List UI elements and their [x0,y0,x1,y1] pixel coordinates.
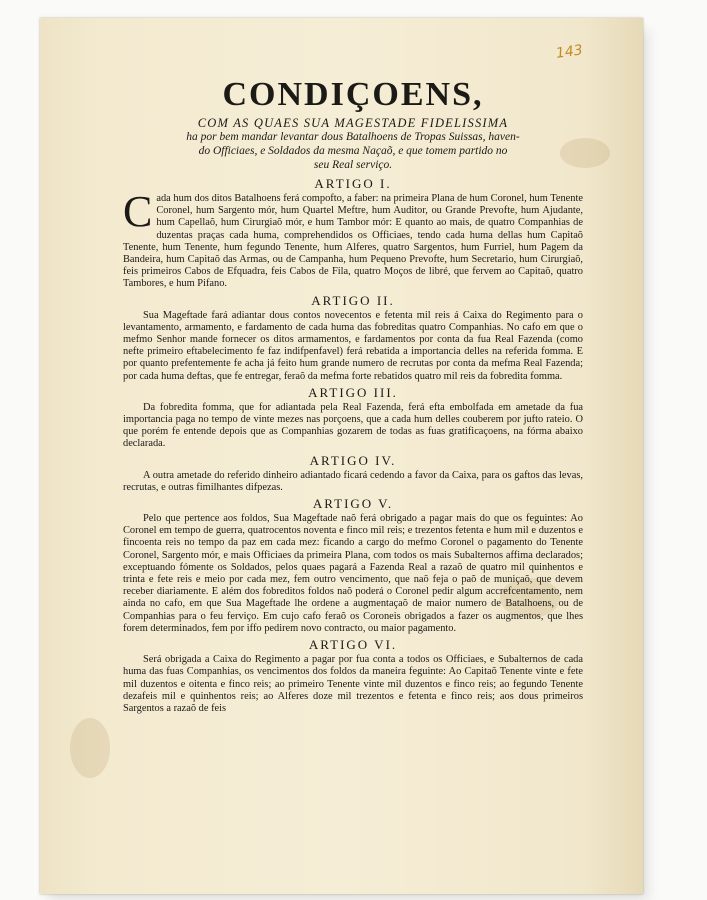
article-heading: ARTIGO II. [311,292,395,308]
article-heading: ARTIGO I. [314,176,392,191]
article-heading: ARTIGO III. [308,384,398,400]
stain [70,718,110,778]
article-heading: ARTIGO IV. [309,452,397,468]
subtitle-line: ha por bem mandar levantar dous Batalhoens de Tropas Suissas, haven- [186,131,520,143]
page-title: CONDIÇOENS, [222,76,484,113]
article-text: A outra ametade do referido dinheiro adiantado ficará cedendo a favor da Caixa, para os gaftos das levas, recrutas, e outras fimilhantes difpezas. [123,469,583,493]
article-text: Pelo que pertence aos foldos, Sua Mageftade naõ ferá obrigado a pagar mais do que os feguintes: Ao Coronel em tempo de guerra, quatrocentos noventa e finco mil reis; e trezentos fetenta e hum mil e duzentos e fincoenta reis no tempo da paz em cada mez: ficando a cargo do mefmo Coronel o pagamento do Tenente Coronel, Sargento mór, e mais Officiaes da primeira Plana, com todos os mais Subalternos affima declarados; exceptuando fómente os Soldados, pelos quaes pagará a Fazenda Real a razaõ de quatro mil quinhentos e trinta e fete reis e meio por cada mez, fem outro vencimento, que naõ feja o paõ de muniçaõ, que devem receber diariamente. E além dos fobreditos foldos naõ poderá o Coronel pedir algum accrefcentamento, nem ainda no cafo, em que Sua Mageftade lhe ordene a augmentaçaõ de maior numero de Batalhoens, ou de Companhias para o feu ferviço. Em cujo cafo feraõ os Coroneis obrigados a fazer os augmentos, que lhes forem determinados, fem por iffo pedirem novo contracto, ou maior pagamento. [123,513,583,634]
article-text [123,187,583,291]
article-text: Sua Mageftade fará adiantar dous contos novecentos e fetenta mil reis á Caixa do Regimento para o levantamento, armamento, e fardamento de cada huma das fobreditas quatro Companhias. No cafo em que o mefmo Senhor mande fornecer os ditos armamentos, e fardamentos por conta da fua Real Fazenda (como nefte primeiro eftabelecimento fe faz indifpenfavel) ferá rebatida a importancia delles na referida fomma. E por quanto prefentemente fe acha já feito hum grande numero de recrutas por conta da mefma Real Fazenda; por cada huma deftas, que fe entregar, feraõ da mefma forte rebatidos quatro mil reis da fobredita fomma. [123,309,583,382]
subtitle-caps: COM AS QUAES SUA MAGESTADE FIDELISSIMA [197,116,509,130]
article-heading: ARTIGO V. [312,496,394,512]
subtitle-line: do Officiaes, e Soldados da mesma Naçaõ, e que tomem partido no [198,145,508,157]
drop-cap: C [123,187,153,236]
folio-number: 143 [555,42,584,62]
article-text: Da fobredita fomma, que for adiantada pela Real Fazenda, ferá efta embolfada em ametade da fua importancia paga no tempo de vinte mezes nas porçoens, que a cada hum delles couberem por jufto rateio. O que porém fe entende depois que as Companhias gozarem de todas as fuas gratificaçoens, na fórma abaixo declarada. [123,401,583,450]
subtitle [123,116,583,172]
article-heading: ARTIGO VI. [308,637,398,653]
article-text: Será obrigada a Caixa do Regimento a pagar por fua conta a todos os Officiaes, e Subalternos de cada huma das fuas Companhias, os vencimentos dos foldos da maneira feguinte: Ao Capitaõ Tenente vinte e fete mil duzentos e oitenta e finco reis; ao primeiro Tenente vinte mil duzentos e finco reis; ao fegundo Tenente dezafeis mil e quinhentos reis; ao Alferes doze mil trezentos e fetenta e finco reis; aos dous primeiros Sargentos a razaõ de feis [123,654,583,714]
document-text [123,62,583,715]
subtitle-line: seu Real serviço. [313,159,393,171]
article-body: ada hum dos ditos Batalhoens ferá compofto, a faber: na primeira Plana de hum Coronel, hum Tenente Coronel, hum Sargento mór, hum Quartel Meftre, hum Auditor, ou Grande Prevofte, hum Ajudante, hum Capellaõ, hum Cirurgiaõ mór, e hum Tambor mór: E quanto ao mais, de quatro Companhias de duzentas praças cada huma, comprehendidos os Officiaes, tendo cada huma dellas hum Capitaõ Tenente, hum Tenente, hum fegundo Tenente, hum Alferes, quatro Sargentos, hum Furriel, hum Pagem da Bandeira, hum Capitaõ das Armas, ou de Campanha, hum Pequeno Prevofte, hum Secretario, hum Cirurgiaõ, feis primeiros Cabos de Efquadra, feis Cabos de Fila, quatro Moços de libré, que fervem ao Capitaõ, quatro Tambores, e hum Pifano. [123,193,583,290]
